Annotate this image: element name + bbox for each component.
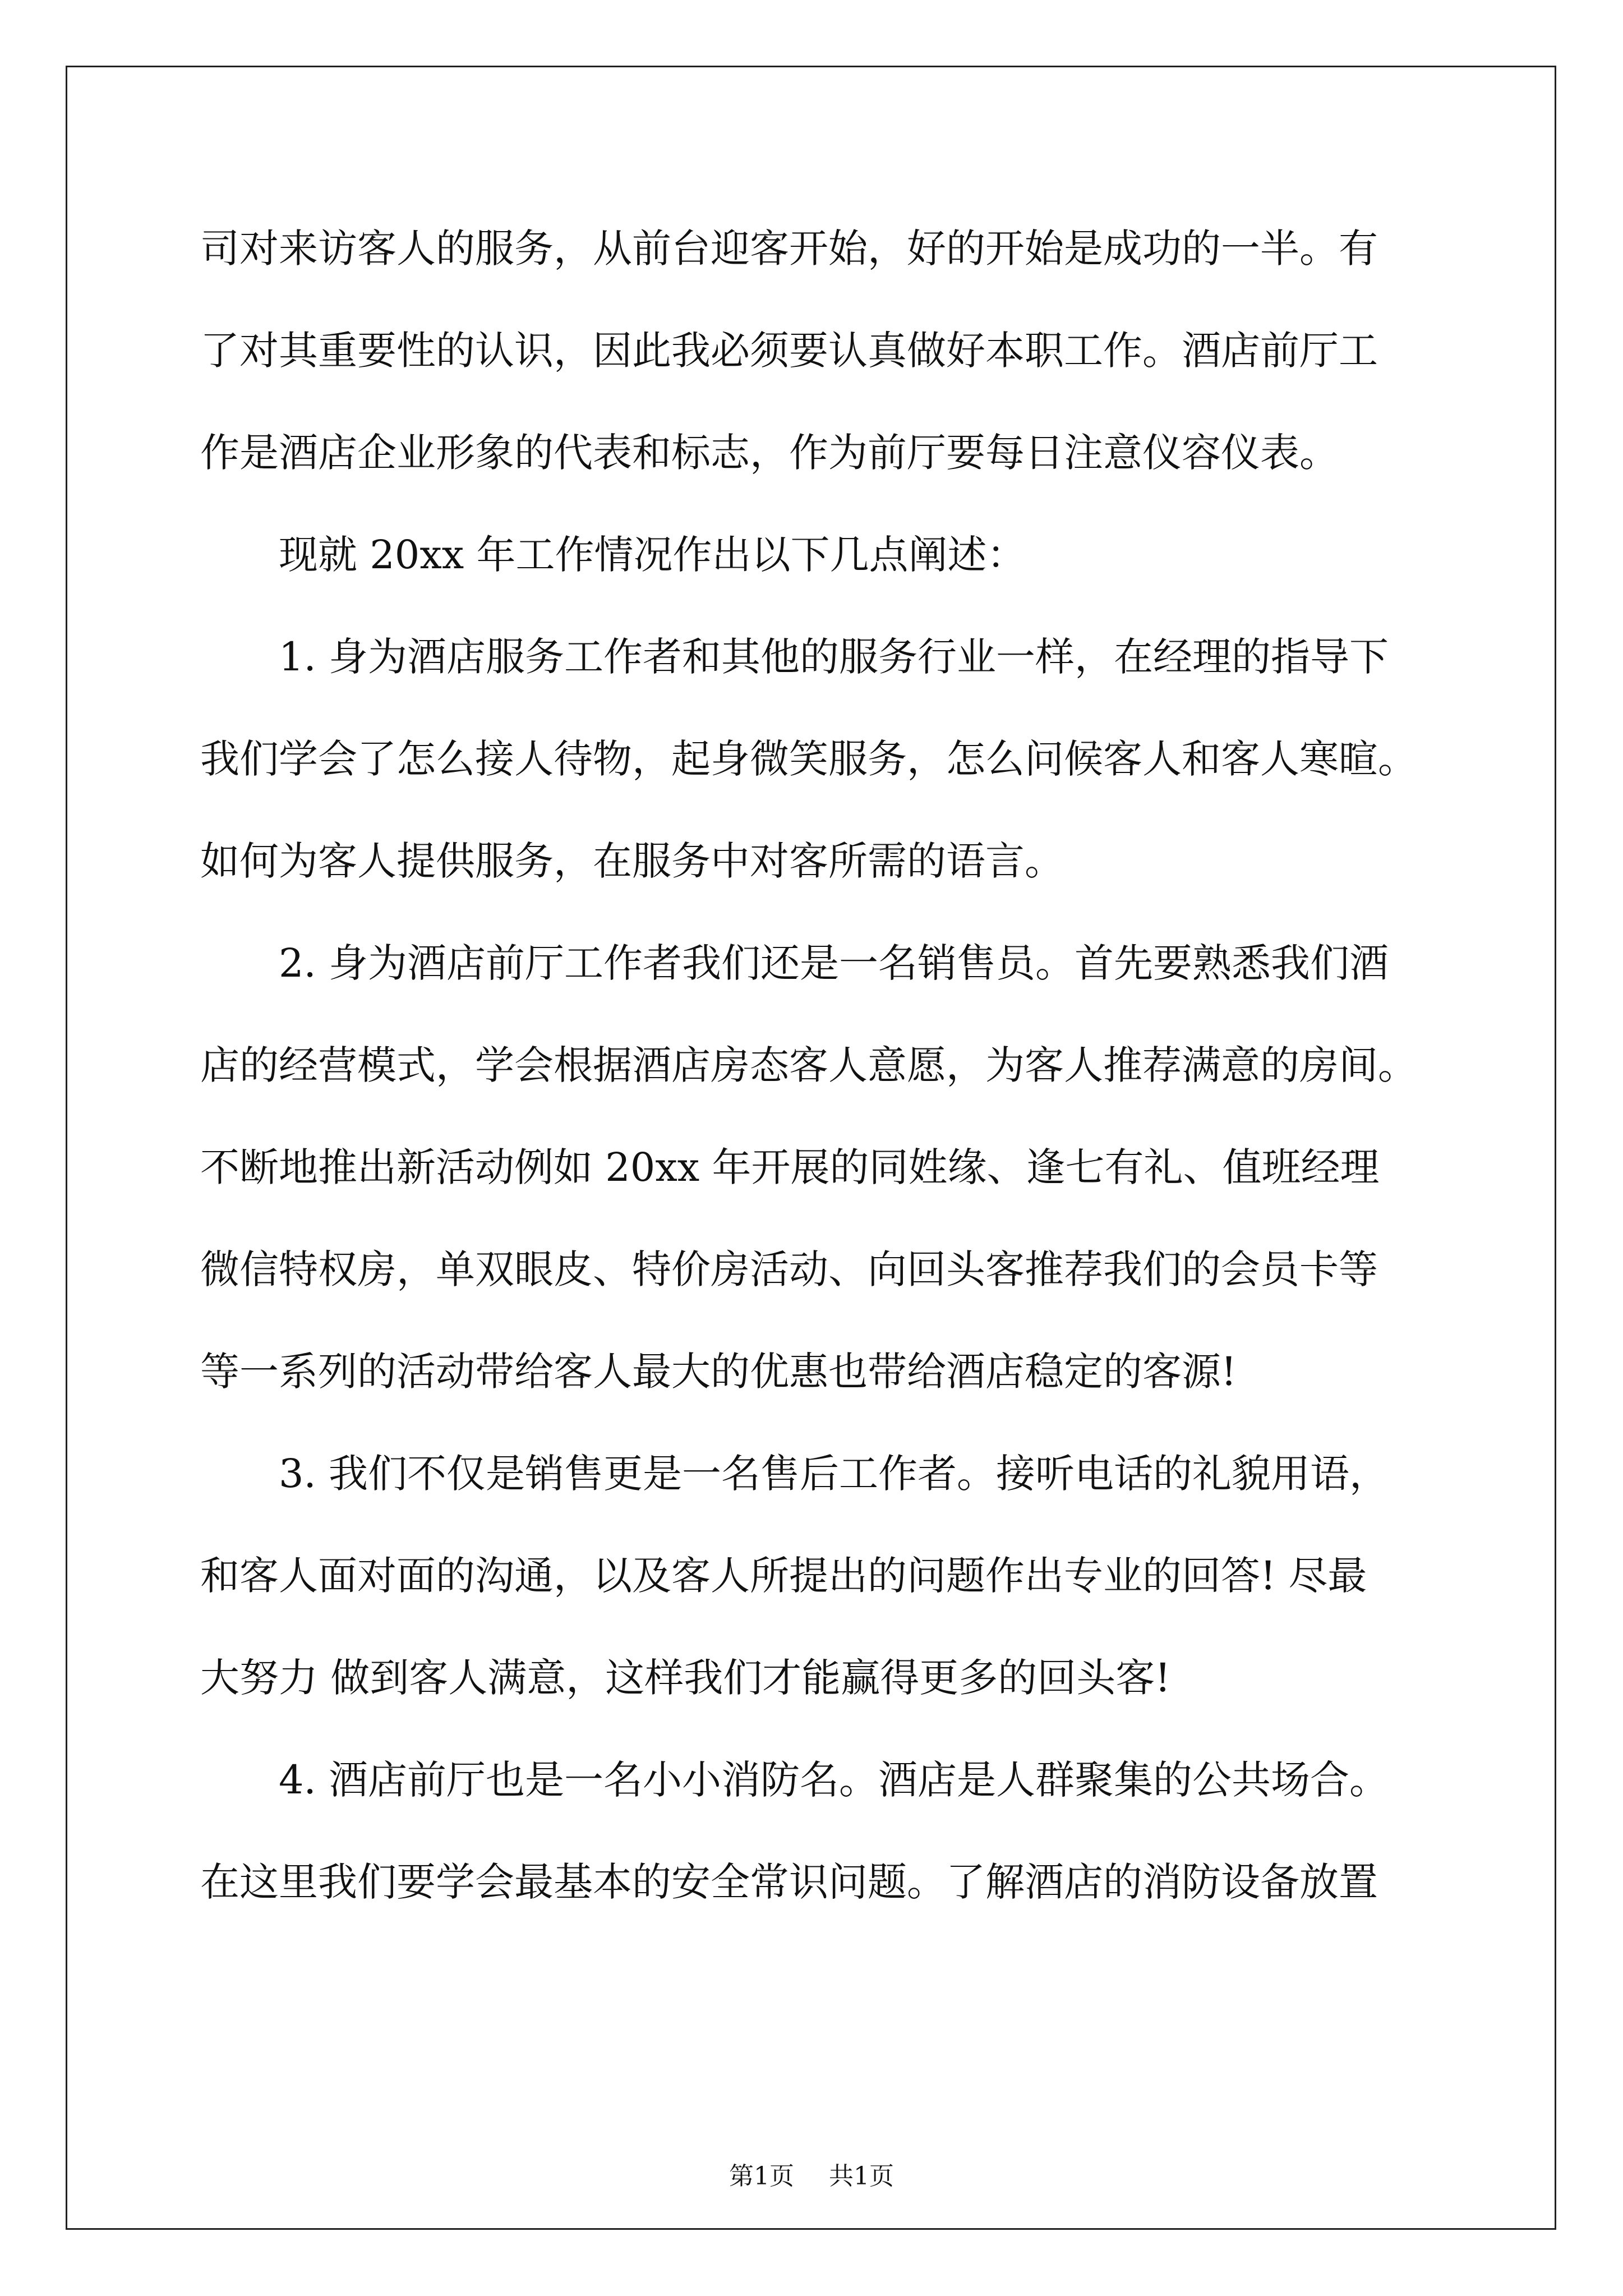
text-line: 4. 酒店前厅也是一名小小消防名。酒店是人群聚集的公共场合。: [279, 1757, 1389, 1803]
text-line: 如何为客人提供服务，在服务中对客所需的语言。: [200, 838, 1064, 884]
text-line: 我们学会了怎么接人待物，起身微笑服务，怎么问候客人和客人寒暄。: [200, 736, 1417, 782]
page-footer: [0, 2160, 1623, 2193]
text-line: 1. 身为酒店服务工作者和其他的服务行业一样，在经理的指导下: [279, 634, 1389, 680]
text-line: 司对来访客人的服务，从前台迎客开始，好的开始是成功的一半。有: [200, 226, 1378, 272]
text-line: 大努力 做到客人满意，这样我们才能赢得更多的回头客!: [200, 1655, 1171, 1701]
text-line: 不断地推出新活动例如 20xx 年开展的同姓缘、逢七有礼、值班经理: [200, 1144, 1380, 1190]
text-line: 作是酒店企业形象的代表和标志，作为前厅要每日注意仪容仪表。: [200, 430, 1339, 476]
text-line: 3. 我们不仅是销售更是一名售后工作者。接听电话的礼貌用语，: [279, 1451, 1389, 1497]
text-line: 在这里我们要学会最基本的安全常识问题。了解酒店的消防设备放置: [200, 1859, 1378, 1905]
text-line: 2. 身为酒店前厅工作者我们还是一名销售员。首先要熟悉我们酒: [279, 940, 1389, 986]
text-line: 微信特权房，单双眼皮、特价房活动、向回头客推荐我们的会员卡等: [200, 1246, 1378, 1292]
text-line: 现就 20xx 年工作情况作出以下几点阐述：: [279, 532, 1026, 578]
text-line: 店的经营模式，学会根据酒店房态客人意愿，为客人推荐满意的房间。: [200, 1042, 1417, 1088]
page-total: 共1页: [829, 2162, 894, 2191]
text-line: 等一系列的活动带给客人最大的优惠也带给酒店稳定的客源!: [200, 1349, 1237, 1395]
text-line: 了对其重要性的认识，因此我必须要认真做好本职工作。酒店前厅工: [200, 328, 1378, 374]
page-number: 第1页: [729, 2162, 794, 2191]
text-line: 和客人面对面的沟通，以及客人所提出的问题作出专业的回答! 尽最: [200, 1553, 1367, 1599]
document-body: [200, 197, 1434, 1933]
